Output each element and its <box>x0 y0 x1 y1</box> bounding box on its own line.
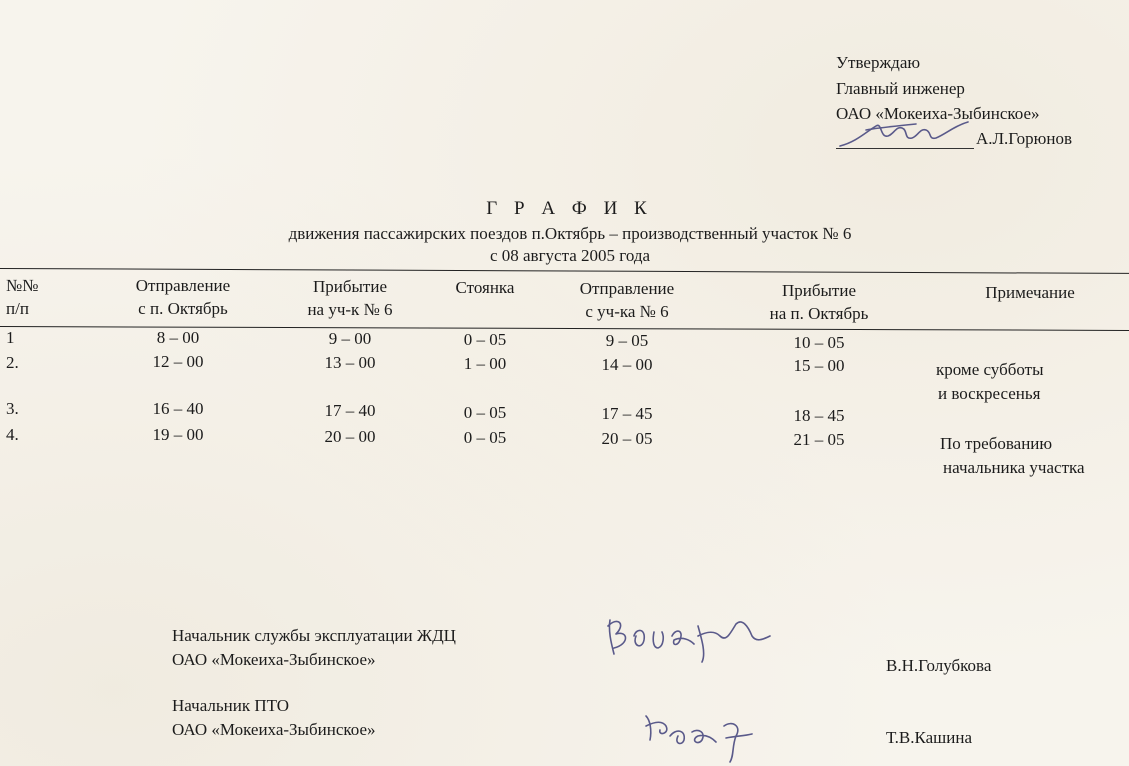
approval-line-3: ОАО «Мокеиха-Зыбинское» <box>836 104 1040 123</box>
row-2-stop: 1 – 00 <box>463 354 507 373</box>
header-num-line-2: п/п <box>6 299 29 318</box>
approval-signature <box>836 112 976 152</box>
row-3-num: 3. <box>6 399 19 418</box>
row-3-departure: 16 – 40 <box>152 399 204 418</box>
row-1-departure-6: 9 – 05 <box>605 331 649 350</box>
row-3-arrival-oktyabr: 18 – 45 <box>793 406 845 425</box>
approval-line-1: Утверждаю <box>836 53 921 72</box>
row-1-departure: 8 – 00 <box>156 328 200 347</box>
row-2-departure: 12 – 00 <box>152 352 204 371</box>
row-4-arrival-oktyabr: 21 – 05 <box>793 430 845 449</box>
row-2-note-line-1: кроме субботы <box>936 360 1044 379</box>
row-4-departure: 19 – 00 <box>152 425 204 444</box>
row-4-arrival: 20 – 00 <box>324 427 376 446</box>
header-arrival-oktyabr-line-1: Прибытие <box>781 281 857 300</box>
signatory-1-signature <box>602 606 772 666</box>
header-departure-line-2: с п. Октябрь <box>138 299 228 318</box>
row-4-num: 4. <box>6 425 19 444</box>
row-4-stop: 0 – 05 <box>463 428 507 447</box>
header-arrival-oktyabr-line-2: на п. Октябрь <box>769 304 869 323</box>
signatory-2-name: Т.В.Кашина <box>886 728 973 747</box>
row-1-stop: 0 – 05 <box>463 330 507 349</box>
document-subtitle: движения пассажирских поездов п.Октябрь – производственный участок № 6 <box>288 224 852 243</box>
approval-name: А.Л.Горюнов <box>976 129 1072 148</box>
signatory-1-title-line-1: Начальник службы эксплуатации ЖДЦ <box>172 626 456 645</box>
header-arrival-line-1: Прибытие <box>312 277 388 296</box>
row-1-arrival: 9 – 00 <box>328 329 372 348</box>
row-4-note-line-1: По требованию <box>940 434 1053 453</box>
signatory-1-title-line-2: ОАО «Мокеиха-Зыбинское» <box>172 650 376 669</box>
row-2-note-line-2: и воскресенья <box>938 384 1041 403</box>
row-3-departure-6: 17 – 45 <box>601 404 653 423</box>
row-4-departure-6: 20 – 05 <box>601 429 653 448</box>
header-note: Примечание <box>985 283 1075 302</box>
header-stop: Стоянка <box>455 278 515 297</box>
table-top-rule <box>0 268 1129 274</box>
row-2-arrival: 13 – 00 <box>324 353 376 372</box>
row-3-stop: 0 – 05 <box>463 403 507 422</box>
signatory-1-name: В.Н.Голубкова <box>886 656 992 675</box>
row-1-arrival-oktyabr: 10 – 05 <box>793 333 845 352</box>
header-num-line-1: №№ <box>6 276 39 295</box>
signatory-2-signature <box>640 706 760 766</box>
header-departure-6-line-2: с уч-ка № 6 <box>585 302 669 321</box>
document-date: с 08 августа 2005 года <box>489 246 651 265</box>
row-3-arrival: 17 – 40 <box>324 401 376 420</box>
row-4-note-line-2: начальника участка <box>943 458 1085 477</box>
document-title: Г Р А Ф И К <box>486 198 653 219</box>
signatory-2-title-line-1: Начальник ПТО <box>172 696 290 715</box>
row-1-num: 1 <box>6 328 15 347</box>
approval-line-2: Главный инженер <box>836 79 965 98</box>
row-2-arrival-oktyabr: 15 – 00 <box>793 356 845 375</box>
row-2-departure-6: 14 – 00 <box>601 355 653 374</box>
header-arrival-line-2: на уч-к № 6 <box>307 300 393 319</box>
row-2-num: 2. <box>6 353 19 372</box>
signatory-2-title-line-2: ОАО «Мокеиха-Зыбинское» <box>172 720 376 739</box>
header-departure-6-line-1: Отправление <box>579 279 675 298</box>
header-departure-line-1: Отправление <box>135 276 231 295</box>
